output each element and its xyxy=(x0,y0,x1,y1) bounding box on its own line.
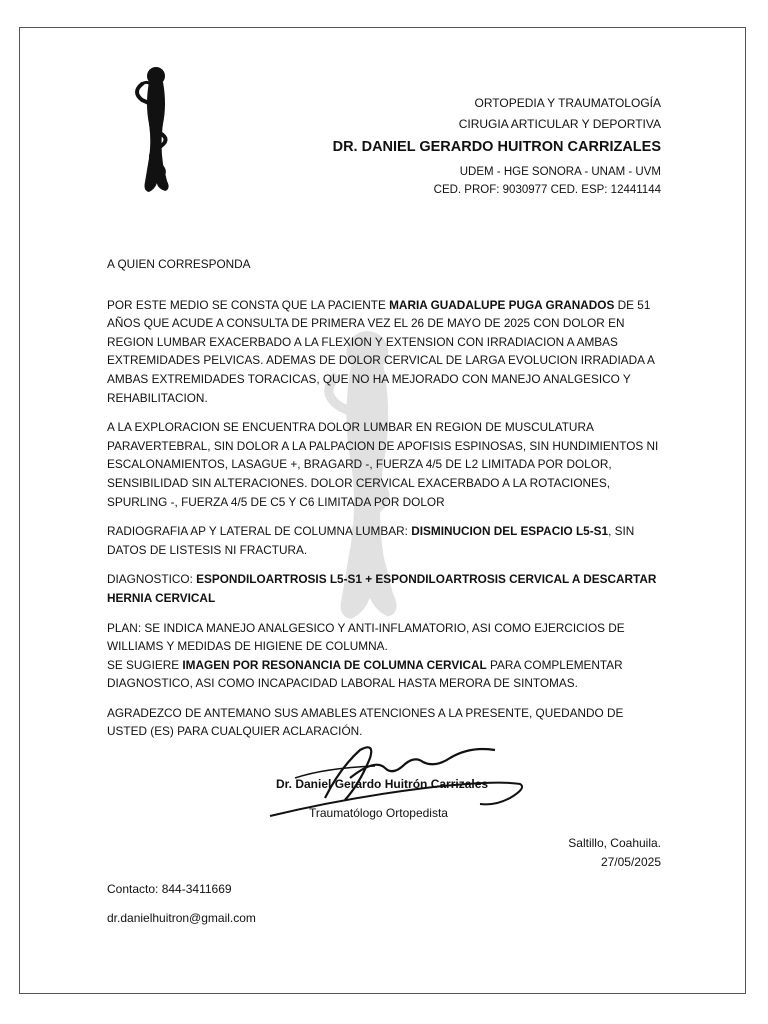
signature-name: Dr. Daniel Gerardo Huitrón Carrizales xyxy=(276,777,489,791)
paragraph-radiography xyxy=(107,522,664,559)
credentials-line: CED. PROF: 9030977 CED. ESP: 12441144 xyxy=(433,183,661,196)
date: 27/05/2025 xyxy=(600,854,661,869)
orthopedic-logo-icon xyxy=(128,64,184,194)
p4-text-a: DIAGNOSTICO: xyxy=(107,572,197,587)
letter-body xyxy=(107,255,664,752)
diagnosis-text: ESPONDILOARTROSIS L5-S1 + ESPONDILOARTROSIS CERVICAL A DESCARTAR HERNIA CERVICAL xyxy=(107,572,657,605)
p5-text-b: PARA COMPLEMENTAR DIAGNOSTICO, ASI COMO INCAPACIDAD LABORAL HASTA MERORA DE SINTOMAS. xyxy=(107,657,623,691)
radiography-finding: DISMINUCION DEL ESPACIO L5-S1 xyxy=(411,524,609,539)
paragraph-patient-history xyxy=(107,296,664,408)
p3-text-b: , SIN DATOS DE LISTESIS NI FRACTURA. xyxy=(107,524,635,557)
p3-text-a: RADIOGRAFIA AP Y LATERAL DE COLUMNA LUMBAR: xyxy=(107,524,412,539)
paragraph-exploration: A LA EXPLORACION SE ENCUENTRA DOLOR LUMBAR EN REGION DE MUSCULATURA PARAVERTEBRAL, SIN DOLOR A LA PALPACION DE APOFISIS ESPINOSAS, SIN HUNDIMIENTOS NI ESCALONAMIENTOS, LASAGUE +, BRAGARD -, FUERZA 4/5 DE L2 LIMITADA POR DOLOR, SENSIBILIDAD SIN ALTERACIONES. DOLOR CERVICAL EXACERBADO A LA ROTACIONES, SPURLING -, FUERZA 4/5 DE C5 Y C6 LIMITADA POR DOLOR xyxy=(107,420,659,509)
suggested-imaging: IMAGEN POR RESONANCIA DE COLUMNA CERVICAL xyxy=(182,657,487,672)
place: Saltillo, Coahuila. xyxy=(568,836,661,850)
plan-line-1: PLAN: SE INDICA MANEJO ANALGESICO Y ANTI-INFLAMATORIO, ASI COMO EJERCICIOS DE WILLIAMS Y MEDIDAS DE HIGIENE DE COLUMNA. xyxy=(107,620,625,654)
greeting: A QUIEN CORRESPONDA xyxy=(107,257,251,271)
paragraph-diagnosis xyxy=(107,570,664,607)
contact-email[interactable]: dr.danielhuitron@gmail.com xyxy=(107,911,256,925)
specialty-line-1: ORTOPEDIA Y TRAUMATOLOGÍA xyxy=(474,96,661,110)
specialty-line-2: CIRUGIA ARTICULAR Y DEPORTIVA xyxy=(458,116,661,131)
p1-text-b: DE 51 AÑOS QUE ACUDE A CONSULTA DE PRIMERA VEZ EL 26 DE MAYO DE 2025 CON DOLOR EN REGION LUMBAR EXACERBADO A LA FLEXION Y EXTENSION CON IRRADIACION A AMBAS EXTREMIDADES PELVICAS. ADEMAS DE DOLOR CERVICAL DE LARGA EVOLUCION IRRADIADA A AMBAS EXTREMIDADES TORACICAS, QUE NO HA MEJORADO CON MANEJO ANALGESICO Y REHABILITACION. xyxy=(107,297,655,405)
p1-text-a: POR ESTE MEDIO SE CONSTA QUE LA PACIENTE xyxy=(107,297,390,312)
institutions-line: UDEM - HGE SONORA - UNAM - UVM xyxy=(459,165,661,178)
place-and-date xyxy=(568,834,661,871)
p5-text-a: SE SUGIERE xyxy=(107,657,183,672)
paragraph-closing: AGRADEZCO DE ANTEMANO SUS AMABLES ATENCIONES A LA PRESENTE, QUEDANDO DE USTED (ES) PARA CUALQUIER ACLARACIÓN. xyxy=(107,705,624,739)
paragraph-plan xyxy=(107,619,664,693)
contact-phone: Contacto: 844-3411669 xyxy=(107,882,232,896)
letterhead xyxy=(333,93,661,199)
signature-title: Traumatólogo Ortopedista xyxy=(309,806,448,820)
patient-name: MARIA GUADALUPE PUGA GRANADOS xyxy=(389,297,615,312)
doctor-name-heading: DR. DANIEL GERARDO HUITRON CARRIZALES xyxy=(332,139,661,155)
